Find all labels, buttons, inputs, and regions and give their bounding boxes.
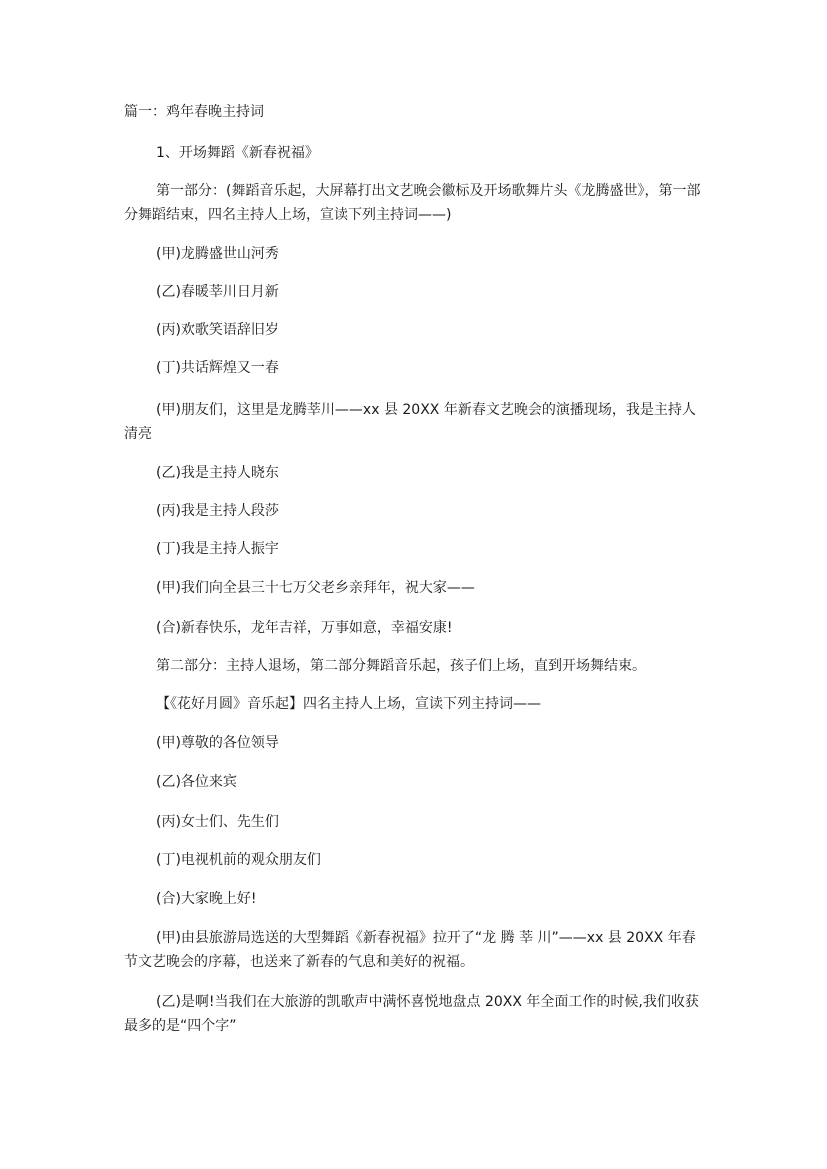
- paragraph: 第一部分：(舞蹈音乐起，大屏幕打出文艺晚会徽标及开场歌舞片头《龙腾盛世》，第一部分舞蹈结束，四名主持人上场，宣读下列主持词——): [124, 183, 701, 223]
- paragraph: (甲)尊敬的各位领导: [156, 735, 279, 751]
- paragraph: (丙)女士们、先生们: [156, 814, 279, 830]
- paragraph: 【《花好月圆》音乐起】四名主持人上场，宣读下列主持词——: [156, 696, 541, 712]
- paragraph: (丁)共话辉煌又一春: [156, 360, 279, 376]
- paragraph: (乙)各位来宾: [156, 774, 237, 790]
- paragraph: (甲)我们向全县三十七万父老乡亲拜年，祝大家——: [156, 580, 475, 596]
- paragraph: 第二部分：主持人退场，第二部分舞蹈音乐起，孩子们上场，直到开场舞结束。: [156, 658, 646, 674]
- paragraph: (丁)我是主持人振宇: [156, 541, 279, 557]
- paragraph: (丙)欢歌笑语辞旧岁: [156, 322, 279, 338]
- paragraph: (丁)电视机前的观众朋友们: [156, 852, 321, 868]
- paragraph: (甲)由县旅游局选送的大型舞蹈《新春祝福》拉开了“龙 腾 莘 川”——xx 县 20XX 年春节文艺晚会的序幕，也送来了新春的气息和美好的祝福。: [124, 930, 696, 970]
- paragraph: (甲)朋友们，这里是龙腾莘川——xx 县 20XX 年新春文艺晚会的演播现场，我是主持人清亮: [124, 402, 696, 442]
- paragraph: 1、开场舞蹈《新春祝福》: [156, 145, 319, 161]
- paragraph: (乙)我是主持人晓东: [156, 465, 279, 481]
- paragraph: (丙)我是主持人段莎: [156, 503, 279, 519]
- paragraph: (乙)春暖莘川日月新: [156, 284, 279, 300]
- paragraph: (合)大家晚上好!: [156, 891, 257, 907]
- paragraph: (乙)是啊!当我们在大旅游的凯歌声中满怀喜悦地盘点 20XX 年全面工作的时候,我们收获最多的是“四个字”: [124, 994, 699, 1034]
- paragraph: (合)新春快乐，龙年吉祥，万事如意，幸福安康!: [156, 620, 453, 636]
- paragraph: (甲)龙腾盛世山河秀: [156, 246, 279, 262]
- document-title: 篇一：鸡年春晚主持词: [124, 104, 264, 120]
